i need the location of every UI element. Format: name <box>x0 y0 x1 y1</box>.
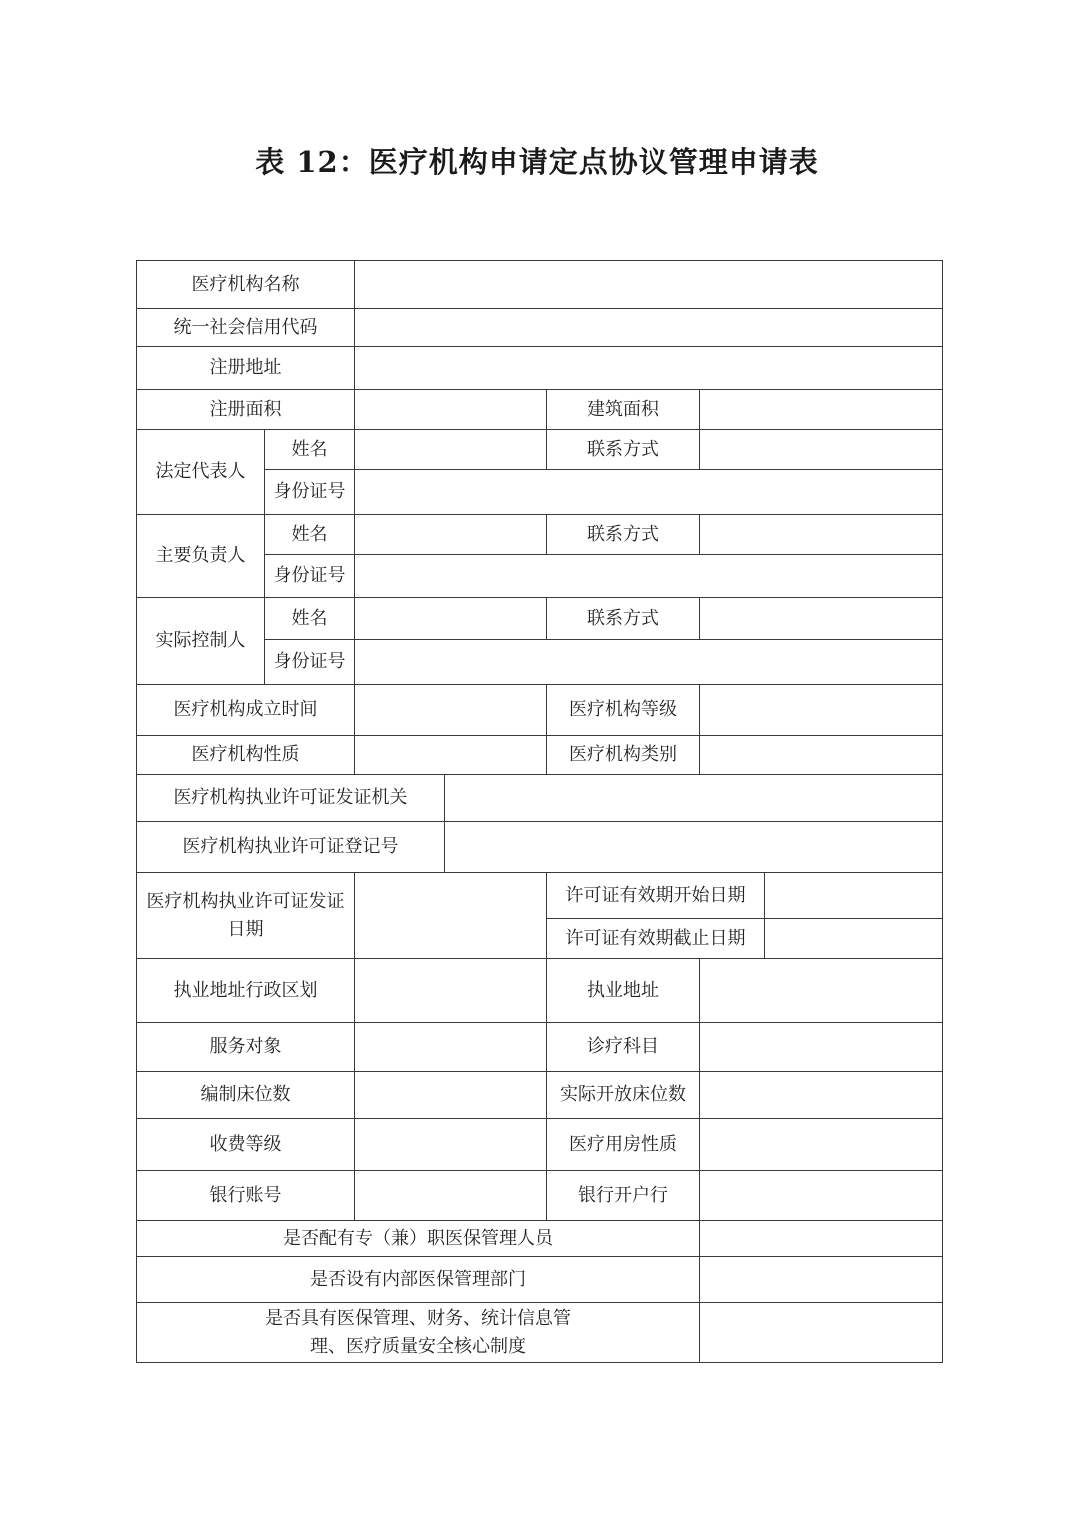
field-building-nature[interactable] <box>700 1119 942 1170</box>
label-beds-planned: 编制床位数 <box>200 1084 291 1105</box>
label-line: 医疗机构执业许可证发证 <box>146 890 345 912</box>
field-license-authority[interactable] <box>445 775 942 821</box>
field-credit-code[interactable] <box>355 309 942 346</box>
label-bank-account: 银行账号 <box>209 1184 282 1206</box>
label-controller-name: 姓名 <box>291 607 328 629</box>
field-departments[interactable] <box>700 1023 942 1071</box>
field-valid-end[interactable] <box>765 919 942 958</box>
field-valid-start[interactable] <box>765 873 942 918</box>
field-q-dept[interactable] <box>700 1257 942 1302</box>
label-est-time: 医疗机构成立时间 <box>173 699 318 720</box>
label-principal-contact: 联系方式 <box>587 523 659 545</box>
label-controller-contact: 联系方式 <box>587 607 659 629</box>
field-inst-name[interactable] <box>355 261 942 308</box>
label-line: 日期 <box>227 918 264 940</box>
form-title: 表 12：医疗机构申请定点协议管理申请表 <box>255 145 819 179</box>
label-beds-open: 实际开放床位数 <box>560 1084 686 1105</box>
label-license-authority: 医疗机构执业许可证发证机关 <box>173 787 408 808</box>
label-service-target: 服务对象 <box>209 1036 282 1057</box>
field-principal-contact[interactable] <box>700 515 942 554</box>
label-controller-id: 身份证号 <box>273 651 346 672</box>
label-legal-rep-contact: 联系方式 <box>587 438 659 460</box>
label-license-issue-date <box>137 873 354 958</box>
field-beds-open[interactable] <box>700 1072 942 1118</box>
field-category[interactable] <box>700 736 942 774</box>
field-est-time[interactable] <box>355 685 546 735</box>
label-category: 医疗机构类别 <box>569 744 677 765</box>
label-line: 理、医疗质量安全核心制度 <box>310 1335 526 1357</box>
label-reg-address: 注册地址 <box>209 357 282 378</box>
table-rule <box>942 260 943 1363</box>
field-bank-account[interactable] <box>355 1171 546 1220</box>
field-legal-rep-id[interactable] <box>355 470 942 514</box>
field-fee-grade[interactable] <box>355 1119 546 1170</box>
table-rule <box>136 1362 943 1363</box>
field-principal-id[interactable] <box>355 555 942 597</box>
field-license-issue-date[interactable] <box>355 873 546 958</box>
field-legal-rep-contact[interactable] <box>700 430 942 469</box>
label-principal: 主要负责人 <box>155 545 246 566</box>
label-q-staff: 是否配有专（兼）职医保管理人员 <box>283 1227 553 1249</box>
label-q-system <box>137 1303 699 1362</box>
label-inst-name: 医疗机构名称 <box>191 273 300 295</box>
label-reg-area: 注册面积 <box>209 398 282 420</box>
field-bank-name[interactable] <box>700 1171 942 1220</box>
field-controller-name[interactable] <box>355 598 546 639</box>
label-q-dept: 是否设有内部医保管理部门 <box>310 1268 526 1290</box>
label-line: 是否具有医保管理、财务、统计信息管 <box>265 1307 571 1329</box>
field-principal-name[interactable] <box>355 515 546 554</box>
field-grade[interactable] <box>700 685 942 735</box>
field-reg-area[interactable] <box>355 390 546 429</box>
label-legal-rep-name: 姓名 <box>291 438 328 460</box>
label-departments: 诊疗科目 <box>587 1036 659 1057</box>
label-division: 执业地址行政区划 <box>173 979 318 1001</box>
label-controller: 实际控制人 <box>155 630 246 651</box>
label-grade: 医疗机构等级 <box>569 699 677 720</box>
field-practice-address[interactable] <box>700 959 942 1022</box>
field-beds-planned[interactable] <box>355 1072 546 1118</box>
label-practice-address: 执业地址 <box>587 979 659 1001</box>
field-division[interactable] <box>355 959 546 1022</box>
label-license-reg-no: 医疗机构执业许可证登记号 <box>182 836 399 857</box>
label-valid-end: 许可证有效期截止日期 <box>565 927 746 949</box>
field-controller-contact[interactable] <box>700 598 942 639</box>
field-reg-address[interactable] <box>355 347 942 389</box>
field-license-reg-no[interactable] <box>445 822 942 872</box>
label-valid-start: 许可证有效期开始日期 <box>565 884 746 906</box>
field-q-staff[interactable] <box>700 1221 942 1256</box>
label-principal-id: 身份证号 <box>273 565 346 586</box>
label-fee-grade: 收费等级 <box>209 1133 282 1155</box>
label-legal-rep: 法定代表人 <box>155 461 246 482</box>
field-service-target[interactable] <box>355 1023 546 1071</box>
label-legal-rep-id: 身份证号 <box>273 481 346 502</box>
label-bank-name: 银行开户行 <box>578 1184 668 1206</box>
field-nature[interactable] <box>355 736 546 774</box>
field-q-system[interactable] <box>700 1303 942 1362</box>
field-legal-rep-name[interactable] <box>355 430 546 469</box>
label-building-nature: 医疗用房性质 <box>569 1133 677 1155</box>
label-nature: 医疗机构性质 <box>191 744 300 765</box>
label-build-area: 建筑面积 <box>587 398 659 420</box>
label-principal-name: 姓名 <box>291 523 328 545</box>
field-controller-id[interactable] <box>355 640 942 684</box>
field-build-area[interactable] <box>700 390 942 429</box>
label-credit-code: 统一社会信用代码 <box>173 316 318 338</box>
